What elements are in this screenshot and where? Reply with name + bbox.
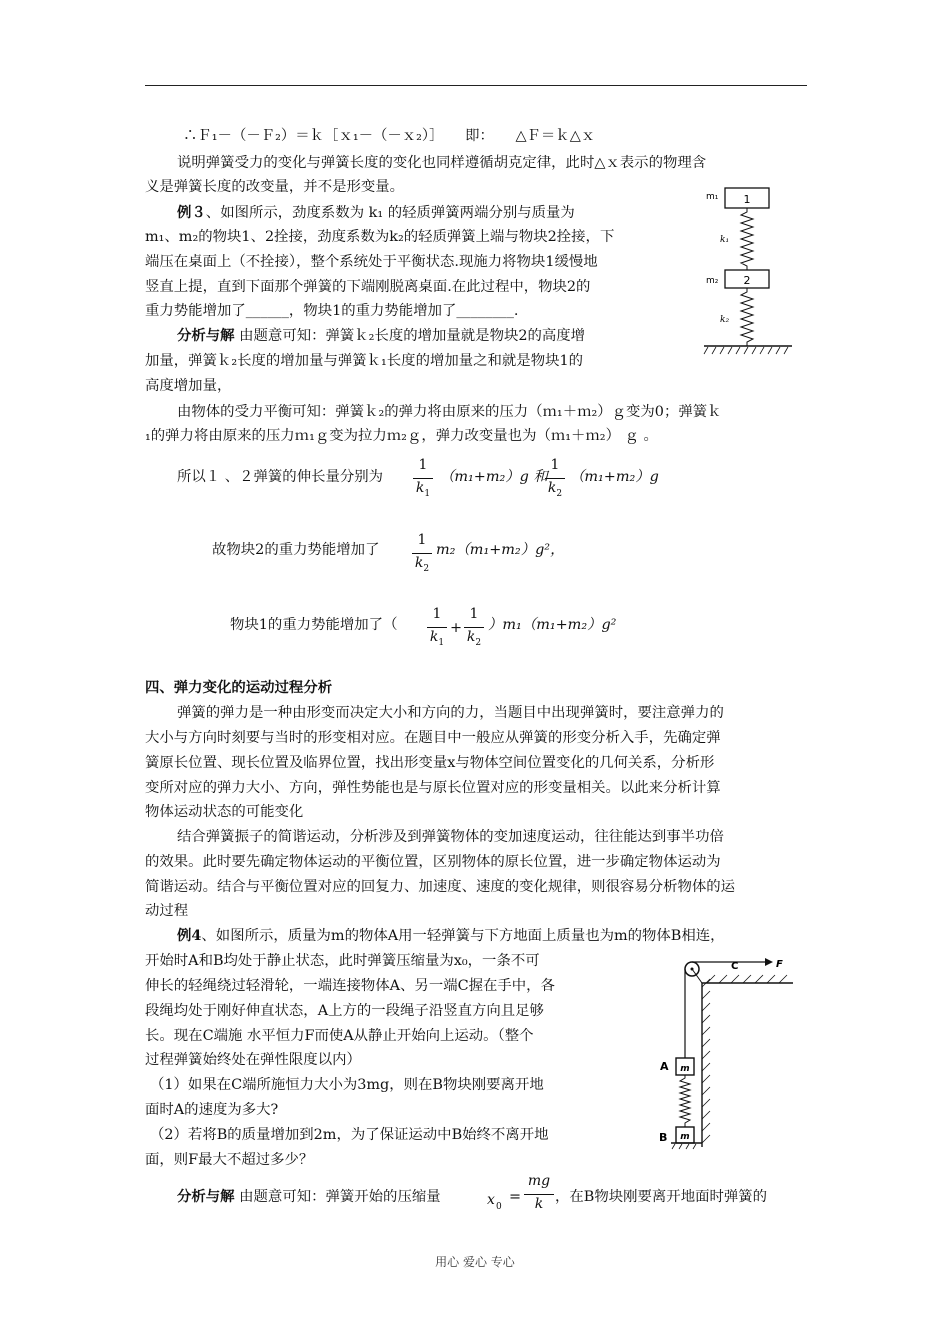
x0-symbol: x 0 (487, 1192, 502, 1212)
fraction-denominator: $k_2$ (466, 629, 482, 648)
example4-line: 段绳均处于刚好伸直状态，A上方的一段绳子沿竖直方向且足够 (145, 1003, 544, 1019)
wall-outline (702, 983, 793, 1147)
fraction-denominator: $k_2$ (547, 480, 563, 499)
analysis-line (177, 326, 585, 346)
extension-text: 所以１ 、２弹簧的伸长量分别为 (177, 469, 384, 485)
example4-line (177, 926, 725, 946)
fraction-bar (427, 627, 447, 628)
header-rule (145, 85, 807, 86)
analysis-line: ₁的弹力将由原来的压力ｍ₁ｇ变为拉力ｍ₂ｇ，弹力改变量也为（ｍ₁＋ｍ₂） ｇ 。 (145, 428, 658, 444)
fig1-k2-label: k₂ (720, 315, 730, 325)
paragraph-line: 的效果。此时要先确定物体运动的平衡位置，区别物体的原长位置，进一步确定物体运动为 (145, 854, 721, 870)
fraction-1-k2 (545, 457, 565, 507)
example4-line: 伸长的轻绳绕过轻滑轮，一端连接物体A、另一端C握在手中，各 (145, 978, 555, 994)
analysis-line: 由物体的受力平衡可知：弹簧ｋ₂的弹力将由原来的压力（ｍ₁＋ｍ₂）ｇ变为0；弹簧ｋ (177, 404, 722, 420)
equals-sign: = (509, 1189, 522, 1205)
fraction-denominator: $k_2$ (414, 555, 430, 574)
fig1-k1-label: k₁ (720, 235, 730, 245)
fraction-denominator: k (534, 1196, 544, 1212)
analysis-text: 由题意可知：弹簧开始的压缩量 (234, 1189, 441, 1205)
table-hatching (704, 347, 788, 354)
example4-line: 过程弹簧始终处在弹性限度以内） (145, 1052, 361, 1068)
fraction-1-k1 (427, 606, 447, 656)
fraction-bar (413, 478, 433, 479)
spring-k2 (741, 288, 753, 346)
analysis-label: 分析与解 (177, 327, 235, 344)
fig1-m2-label: m₂ (706, 276, 719, 286)
paragraph-line: 动过程 (145, 903, 189, 919)
fig2-b-label: B (659, 1131, 668, 1144)
fraction-numerator: 1 (432, 606, 442, 622)
analysis-text: ，在B物块刚要离开地面时弹簧的 (555, 1189, 768, 1205)
example4-question: 面，则F最大不超过多少？ (145, 1152, 314, 1168)
paragraph-line: 结合弹簧振子的简谐运动，分析涉及到弹簧物体的变加速度运动，往往能达到事半功倍 (177, 829, 724, 845)
fraction-denominator: $k_1$ (429, 629, 445, 648)
block-a-mass: m (680, 1064, 690, 1074)
example4-line: 长。现在C端施 水平恒力F而使A从静止开始向上运动。（整个 (145, 1028, 534, 1044)
block1-energy-text: 物块1的重力势能增加了（ (230, 617, 398, 633)
analysis-label: 分析与解 (177, 1188, 235, 1205)
extension-expression-1: （m₁+m₂）g 和 (440, 469, 548, 485)
fig2-f-label: F (776, 959, 783, 970)
fraction-bar (464, 627, 484, 628)
analysis-line: 高度增加量， (145, 378, 232, 394)
spring-blocks-figure (700, 182, 800, 357)
paragraph-line: 义是弹簧长度的改变量，并不是形变量。 (145, 179, 405, 195)
example4-question: （2）若将B的质量增加到2m，为了保证运动中B始终不离开地 (150, 1127, 549, 1143)
page-footer: 用心 爱心 专心 (435, 1255, 515, 1269)
fraction-numerator: 1 (417, 532, 427, 548)
pulley-figure (645, 955, 795, 1150)
paragraph-line: 簧原长位置、现长位置及临界位置，找出形变量x与物体空间位置变化的几何关系，分析形 (145, 755, 715, 771)
paragraph-line: 变所对应的弹力大小、方向，弹性势能也是与原长位置对应的形变量相关。以此来分析计算 (145, 780, 721, 796)
block2-energy-expression: m₂（m₁+m₂）g²， (436, 542, 565, 558)
example3-line: 端压在桌面上（不拴接），整个系统处于平衡状态.现施力将物块1缓慢地 (145, 254, 598, 270)
fraction-mg-k (524, 1173, 554, 1223)
fig2-a-label: A (660, 1060, 669, 1073)
fig1-m1-label: m₁ (706, 192, 719, 202)
fraction-1-k2 (464, 606, 484, 656)
block-2-label: 2 (743, 274, 751, 287)
example4-question: 面时A的速度为多大? (145, 1102, 279, 1118)
extension-expression-2: （m₁+m₂）g (570, 469, 659, 485)
example4-question: （1）如果在C端所施恒力大小为3mg，则在B物块刚要离开地 (150, 1077, 544, 1093)
analysis-line: 加量，弹簧ｋ₂长度的增加量与弹簧ｋ₁长度的增加量之和就是物块1的 (145, 353, 584, 369)
example3-line: 竖直上提，直到下面那个弹簧的下端刚脱离桌面.在此过程中，物块2的 (145, 279, 591, 295)
paragraph-line: 弹簧的弹力是一种由形变而决定大小和方向的力，当题目中出现弹簧时，要注意弹力的 (177, 705, 724, 721)
example4-label: 例4 (177, 927, 202, 944)
spring (680, 1075, 690, 1127)
example3-label: 例３ (177, 204, 206, 221)
example3-line: 重力势能增加了______，物块1的重力势能增加了________. (145, 303, 519, 319)
paragraph-line: 说明弹簧受力的变化与弹簧长度的变化也同样遵循胡克定律，此时△ｘ表示的物理含 (177, 155, 707, 171)
block-1-label: 1 (743, 193, 751, 206)
example4-line: 开始时A和B均处于静止状态，此时弹簧压缩量为x₀，一条不可 (145, 953, 540, 969)
plus-sign: + (450, 620, 463, 636)
example3-text: 、如图所示，劲度系数为 k₁ 的轻质弹簧两端分别与质量为 (205, 205, 575, 221)
paragraph-line: 物体运动状态的可能变化 (145, 804, 304, 820)
fraction-denominator: $k_1$ (415, 480, 431, 499)
paragraph-line: 大小与方向时刻要与当时的形变相对应。在题目中一般应从弹簧的形变分析入手，先确定弹 (145, 730, 721, 746)
fraction-1-k2 (412, 532, 432, 582)
fraction-bar (412, 553, 432, 554)
wall-hatching (702, 975, 787, 1143)
fraction-numerator: 1 (550, 457, 560, 473)
fraction-numerator: 1 (418, 457, 428, 473)
force-arrow (765, 958, 773, 966)
example3-line: m₁、m₂的物块1、2拴接，劲度系数为k₂的轻质弹簧上端与物块2拴接，下 (145, 229, 615, 245)
derivation-line: ∴Ｆ₁－（－Ｆ₂）＝ｋ［ｘ₁－（－ｘ₂）］ 即： △Ｆ＝ｋ△ｘ (183, 128, 596, 144)
fig2-c-label: C (731, 961, 739, 972)
fraction-numerator: 1 (469, 606, 479, 622)
example4-text: 、如图所示，质量为m的物体A用一轻弹簧与下方地面上质量也为m的物体B相连， (201, 928, 725, 944)
example3-line (177, 203, 575, 223)
fraction-numerator: mg (527, 1173, 551, 1189)
block-b-mass: m (680, 1132, 690, 1142)
spring-k1 (741, 208, 753, 270)
section-heading: 四、弹力变化的运动过程分析 (145, 679, 333, 696)
block2-energy-text: 故物块2的重力势能增加了 (212, 542, 380, 558)
fraction-1-k1 (413, 457, 433, 507)
analysis-line (177, 1187, 441, 1207)
fraction-bar (545, 478, 565, 479)
ground-hatching (672, 1144, 696, 1149)
paragraph-line: 简谐运动。结合与平衡位置对应的回复力、加速度、速度的变化规律，则很容易分析物体的运 (145, 879, 736, 895)
fraction-bar (524, 1194, 554, 1195)
analysis-text: 由题意可知：弹簧ｋ₂长度的增加量就是物块2的高度增 (234, 328, 586, 344)
block1-energy-expression: ）m₁（m₁+m₂）g² (488, 617, 617, 633)
